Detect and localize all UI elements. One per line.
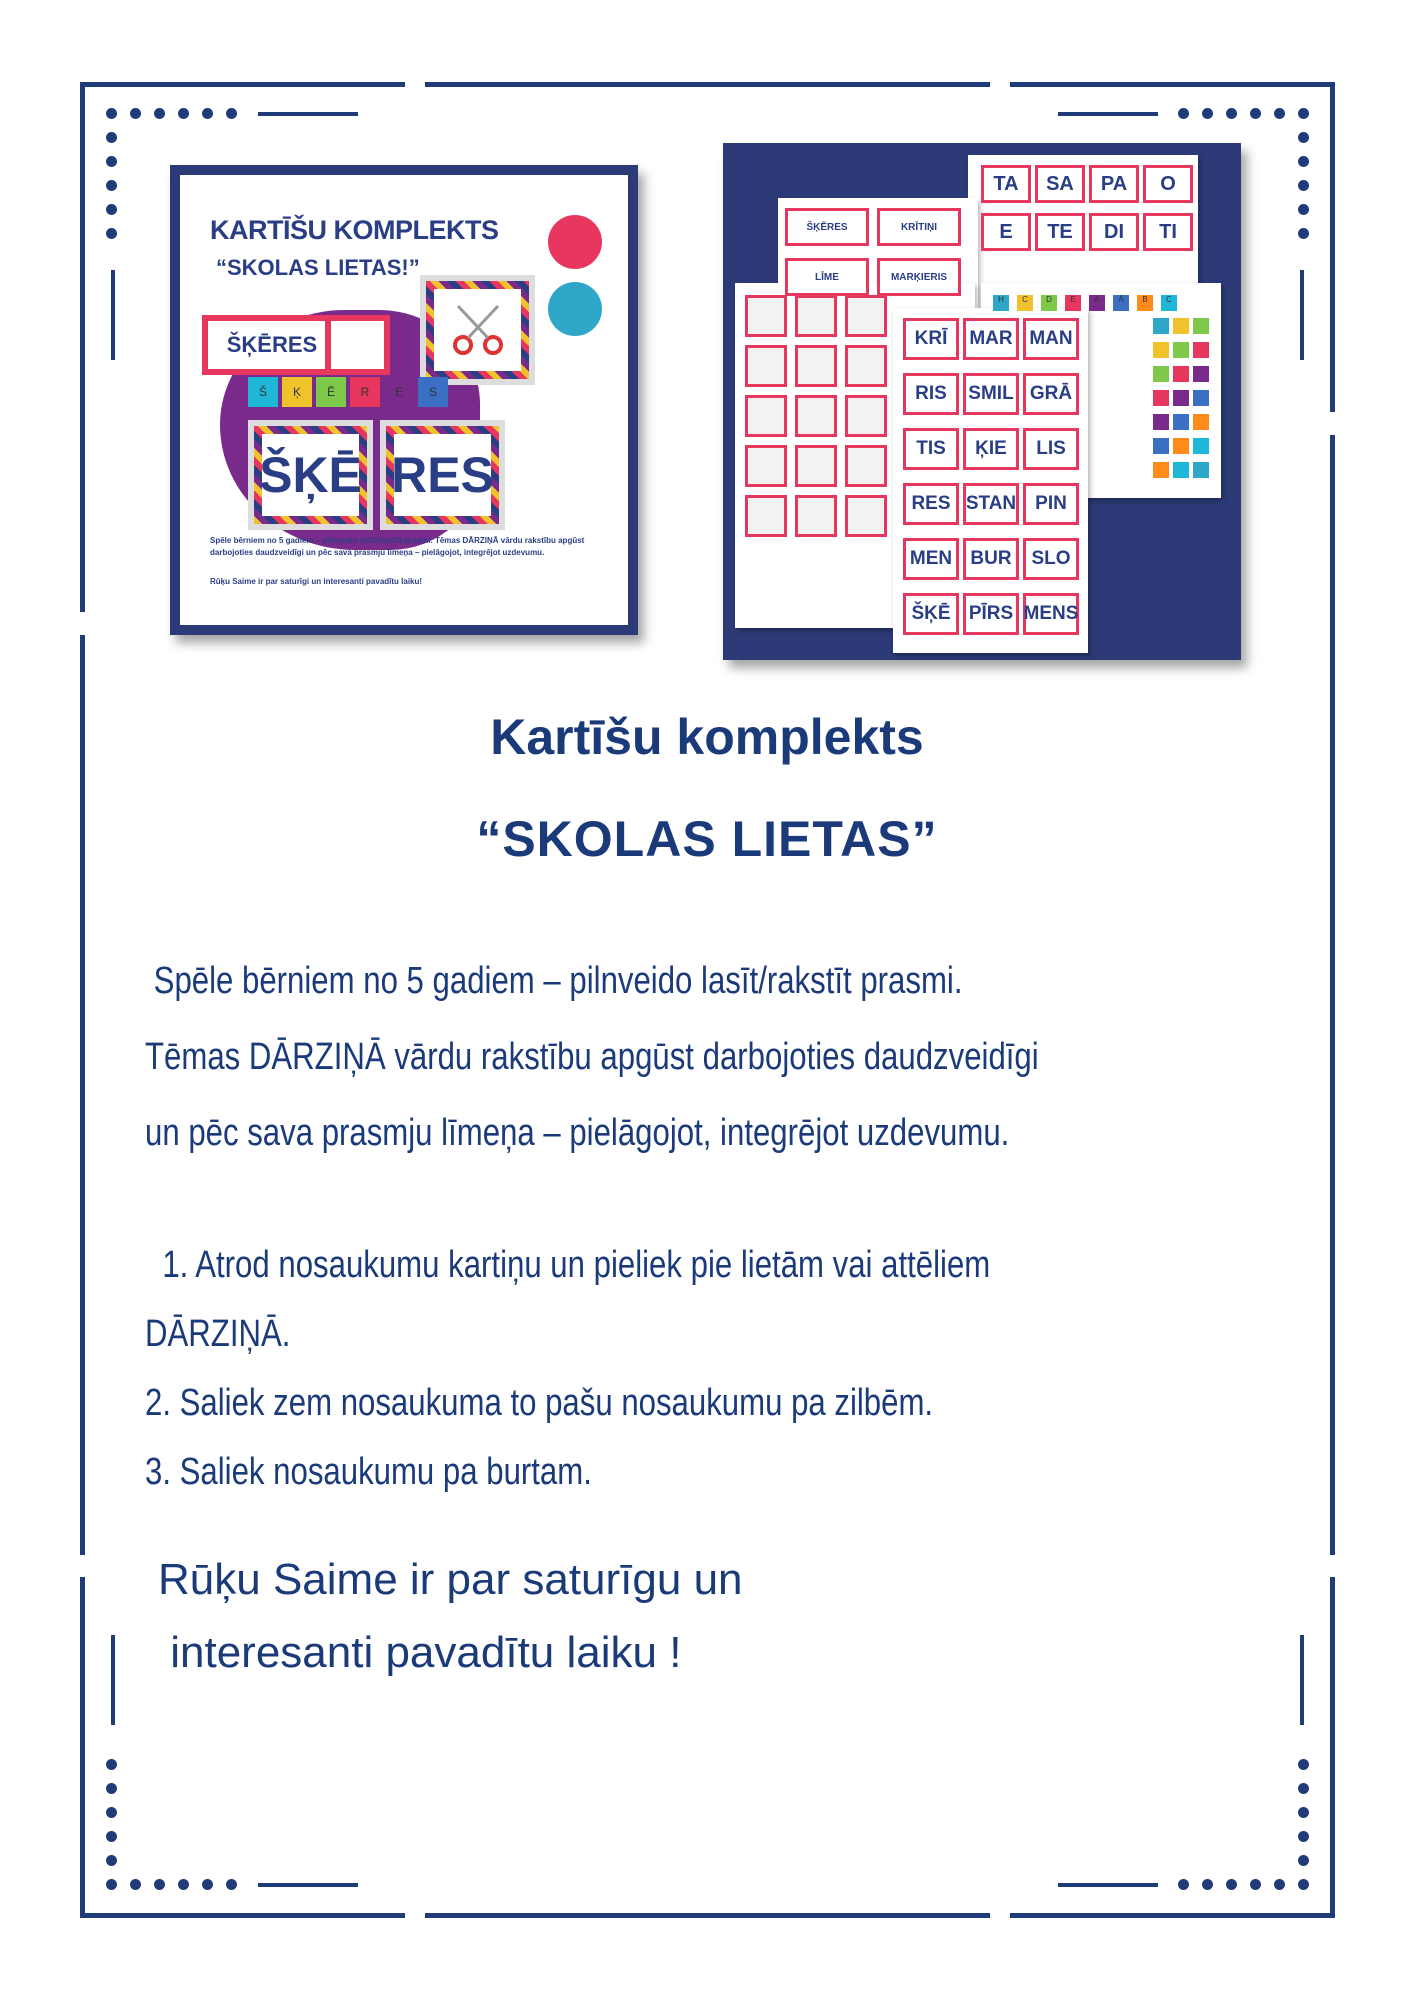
picture-thumb bbox=[795, 495, 837, 537]
picture-thumb bbox=[845, 445, 887, 487]
border-right-bottom-line bbox=[1330, 1577, 1335, 1918]
letter-square bbox=[1193, 438, 1209, 454]
border-dot bbox=[1178, 1879, 1189, 1890]
letter-square bbox=[1193, 414, 1209, 430]
border-dot bbox=[1298, 1879, 1309, 1890]
border-dot bbox=[1202, 1879, 1213, 1890]
border-dot bbox=[106, 1807, 117, 1818]
syllable-tile: TI bbox=[1143, 213, 1193, 251]
syllable-tile: KRĪTIŅI bbox=[877, 208, 961, 246]
letter-square: C bbox=[1017, 295, 1033, 311]
syllable-tile: RES bbox=[903, 483, 959, 525]
picture-thumb bbox=[845, 495, 887, 537]
syllable-tile: SLO bbox=[1023, 538, 1079, 580]
border-right-top-line bbox=[1330, 82, 1335, 412]
syllable-tile: TA bbox=[981, 165, 1031, 203]
picture-thumb bbox=[845, 295, 887, 337]
syllable-tile: ŠĶĒRES bbox=[785, 208, 869, 246]
step-3: 3. Saliek nosaukumu pa burtam. bbox=[145, 1451, 592, 1493]
syllable-tile: BUR bbox=[963, 538, 1019, 580]
step-1-line-2: DĀRZIŅĀ. bbox=[145, 1313, 291, 1355]
border-dot bbox=[1250, 108, 1261, 119]
product-sheets-image bbox=[723, 143, 1241, 660]
border-top-right-line bbox=[1010, 82, 1335, 87]
step-1-line-1: 1. Atrod nosaukumu kartiņu un pieliek pie lietām vai attēliem bbox=[145, 1244, 991, 1286]
scissors-icon bbox=[448, 300, 508, 360]
border-dot bbox=[1202, 108, 1213, 119]
border-dot bbox=[1226, 108, 1237, 119]
border-dot bbox=[106, 132, 117, 143]
letter-square bbox=[1153, 366, 1169, 382]
corner-dash bbox=[111, 270, 115, 360]
letter-square: C bbox=[1161, 295, 1177, 311]
border-dot bbox=[154, 1879, 165, 1890]
border-left-bottom-line bbox=[80, 1577, 85, 1918]
cover-description: Spēle bērniem no 5 gadiem – pilnveido lasīt/rakstīt prasmi. Tēmas DĀRZIŅĀ vārdu rakstību apgūst darbojoties daudzveidīgi un pēc sava prasmju līmeņa – pielāgojot, integrējot uzdevumu. bbox=[210, 536, 585, 557]
border-bottom-center-line bbox=[425, 1913, 990, 1918]
syllable-tile: ŠĶĒ bbox=[903, 593, 959, 635]
letter-square bbox=[1173, 366, 1189, 382]
border-dot bbox=[1298, 1831, 1309, 1842]
syllable-tile: MEN bbox=[903, 538, 959, 580]
border-dot bbox=[1274, 1879, 1285, 1890]
letter-square bbox=[1173, 462, 1189, 478]
border-dot bbox=[106, 228, 117, 239]
border-dot bbox=[106, 1783, 117, 1794]
border-dot bbox=[202, 108, 213, 119]
picture-thumb bbox=[795, 395, 837, 437]
footer-line-2: interesanti pavadītu laiku ! bbox=[158, 1628, 682, 1677]
letter-square bbox=[1173, 414, 1189, 430]
picture-thumb bbox=[795, 345, 837, 387]
border-dot bbox=[1298, 1855, 1309, 1866]
border-dot bbox=[226, 1879, 237, 1890]
word-card bbox=[202, 315, 342, 375]
border-dot bbox=[106, 1855, 117, 1866]
corner-dash bbox=[1300, 1635, 1304, 1725]
border-dot bbox=[106, 1759, 117, 1770]
border-top-center-line bbox=[425, 82, 990, 87]
letter-square bbox=[1173, 390, 1189, 406]
corner-dash bbox=[1300, 270, 1304, 360]
letter-square bbox=[1193, 342, 1209, 358]
letter-square bbox=[1173, 318, 1189, 334]
syllable-card-1 bbox=[248, 420, 373, 530]
border-bottom-right-line bbox=[1010, 1913, 1335, 1918]
cover-heading: KARTĪŠU KOMPLEKTS bbox=[210, 215, 499, 245]
picture-thumb bbox=[745, 495, 787, 537]
border-dot bbox=[1250, 1879, 1261, 1890]
syllable-tile: PĪRS bbox=[963, 593, 1019, 635]
border-dot bbox=[178, 108, 189, 119]
letter-square: E bbox=[1065, 295, 1081, 311]
syllable-tile: MENS bbox=[1023, 593, 1079, 635]
border-dot bbox=[106, 1879, 117, 1890]
border-dot bbox=[1298, 156, 1309, 167]
letter-square bbox=[1153, 462, 1169, 478]
picture-thumb bbox=[795, 295, 837, 337]
syllable-tile: MAN bbox=[1023, 318, 1079, 360]
letter-tile: Ķ bbox=[282, 377, 312, 407]
border-dot bbox=[106, 180, 117, 191]
letter-tile: E bbox=[384, 377, 414, 407]
picture-thumb bbox=[845, 345, 887, 387]
syllable-tile: LIS bbox=[1023, 428, 1079, 470]
letter-square bbox=[1173, 438, 1189, 454]
syllable-tile: LĪME bbox=[785, 258, 869, 296]
intro-line-2: Tēmas DĀRZIŅĀ vārdu rakstību apgūst darbojoties daudzveidīgi bbox=[145, 1036, 1039, 1078]
syllable-tile: MAR bbox=[963, 318, 1019, 360]
border-dot bbox=[1298, 1807, 1309, 1818]
letter-square bbox=[1153, 438, 1169, 454]
border-dot bbox=[1298, 1759, 1309, 1770]
corner-dash bbox=[1058, 112, 1158, 116]
syllable-tile: E bbox=[981, 213, 1031, 251]
border-dot bbox=[1298, 204, 1309, 215]
page-title-line-2: “SKOLAS LIETAS” bbox=[476, 811, 938, 867]
border-dot bbox=[106, 108, 117, 119]
border-bottom-left-line bbox=[80, 1913, 405, 1918]
letter-square: H bbox=[993, 295, 1009, 311]
border-dot bbox=[106, 1831, 117, 1842]
syllable-tile: TE bbox=[1035, 213, 1085, 251]
syllable-tile: PIN bbox=[1023, 483, 1079, 525]
letter-tile: Ē bbox=[316, 377, 346, 407]
syllable-tile: ĶIE bbox=[963, 428, 1019, 470]
abc-icon bbox=[548, 282, 602, 336]
border-dot bbox=[1298, 1783, 1309, 1794]
border-dot bbox=[130, 1879, 141, 1890]
corner-dash bbox=[1058, 1883, 1158, 1887]
letter-square bbox=[1193, 366, 1209, 382]
border-dot bbox=[130, 108, 141, 119]
intro-line-3: un pēc sava prasmju līmeņa – pielāgojot, integrējot uzdevumu. bbox=[145, 1112, 1010, 1154]
syllable-tile: O bbox=[1143, 165, 1193, 203]
border-dot bbox=[1298, 132, 1309, 143]
letter-square bbox=[1153, 342, 1169, 358]
border-right-center-line bbox=[1330, 435, 1335, 1555]
syllable-tile: RIS bbox=[903, 373, 959, 415]
border-dot bbox=[202, 1879, 213, 1890]
corner-dash bbox=[111, 1635, 115, 1725]
border-dot bbox=[106, 204, 117, 215]
picture-thumb bbox=[745, 395, 787, 437]
letter-square: Ā bbox=[1113, 295, 1129, 311]
syllable-tile: STAN bbox=[963, 483, 1019, 525]
syllable-tile: KRĪ bbox=[903, 318, 959, 360]
picture-thumb bbox=[745, 345, 787, 387]
letter-square: B bbox=[1137, 295, 1153, 311]
letter-square bbox=[1193, 462, 1209, 478]
word-card-image bbox=[325, 315, 390, 375]
page-title-line-1: Kartīšu komplekts bbox=[490, 709, 924, 765]
product-cover-image bbox=[170, 165, 638, 635]
syllable-tile: PA bbox=[1089, 165, 1139, 203]
letter-square: A bbox=[1089, 295, 1105, 311]
cover-subheading: “SKOLAS LIETAS!” bbox=[216, 255, 420, 280]
letter-square bbox=[1153, 390, 1169, 406]
letter-square bbox=[1193, 390, 1209, 406]
syllable-tile: SA bbox=[1035, 165, 1085, 203]
printer-icon bbox=[548, 215, 602, 269]
border-top-left-line bbox=[80, 82, 405, 87]
border-dot bbox=[106, 156, 117, 167]
border-dot bbox=[1226, 1879, 1237, 1890]
corner-dash bbox=[258, 112, 358, 116]
picture-thumb bbox=[745, 295, 787, 337]
border-dot bbox=[1178, 108, 1189, 119]
syllable-tile: MARĶIERIS bbox=[877, 258, 961, 296]
letter-square: D bbox=[1041, 295, 1057, 311]
letter-square bbox=[1173, 342, 1189, 358]
syllable-card-2 bbox=[380, 420, 505, 530]
border-dot bbox=[1298, 228, 1309, 239]
syllable-tile: SMIL bbox=[963, 373, 1019, 415]
letter-square bbox=[1193, 318, 1209, 334]
syllable-card-2-text: RES bbox=[394, 434, 491, 516]
border-dot bbox=[1298, 108, 1309, 119]
picture-thumb bbox=[845, 395, 887, 437]
syllable-tile: DI bbox=[1089, 213, 1139, 251]
border-dot bbox=[1298, 180, 1309, 191]
border-left-center-line bbox=[80, 635, 85, 1555]
border-dot bbox=[178, 1879, 189, 1890]
scissors-card bbox=[420, 275, 535, 385]
letter-tile: Š bbox=[248, 377, 278, 407]
picture-thumb bbox=[745, 445, 787, 487]
cover-description-footer: Rūķu Saime ir par saturīgi un interesanti pavadītu laiku! bbox=[210, 577, 423, 586]
corner-dash bbox=[258, 1883, 358, 1887]
border-dot bbox=[154, 108, 165, 119]
letter-square bbox=[1153, 414, 1169, 430]
syllable-tile: TIS bbox=[903, 428, 959, 470]
intro-line-1: Spēle bērniem no 5 gadiem – pilnveido lasīt/rakstīt prasmi. bbox=[145, 960, 963, 1002]
letter-square bbox=[1153, 318, 1169, 334]
border-dot bbox=[226, 108, 237, 119]
letter-tile: S bbox=[418, 377, 448, 407]
picture-thumb bbox=[795, 445, 837, 487]
border-left-top-line bbox=[80, 82, 85, 612]
step-2: 2. Saliek zem nosaukuma to pašu nosaukumu pa zilbēm. bbox=[145, 1382, 934, 1424]
word-card-text: ŠĶĒRES bbox=[226, 332, 318, 357]
border-dot bbox=[1274, 108, 1285, 119]
footer-line-1: Rūķu Saime ir par saturīgu un bbox=[158, 1555, 743, 1604]
syllable-tile: GRĀ bbox=[1023, 373, 1079, 415]
letter-tile: R bbox=[350, 377, 380, 407]
syllable-card-1-text: ŠĶĒ bbox=[262, 434, 359, 516]
